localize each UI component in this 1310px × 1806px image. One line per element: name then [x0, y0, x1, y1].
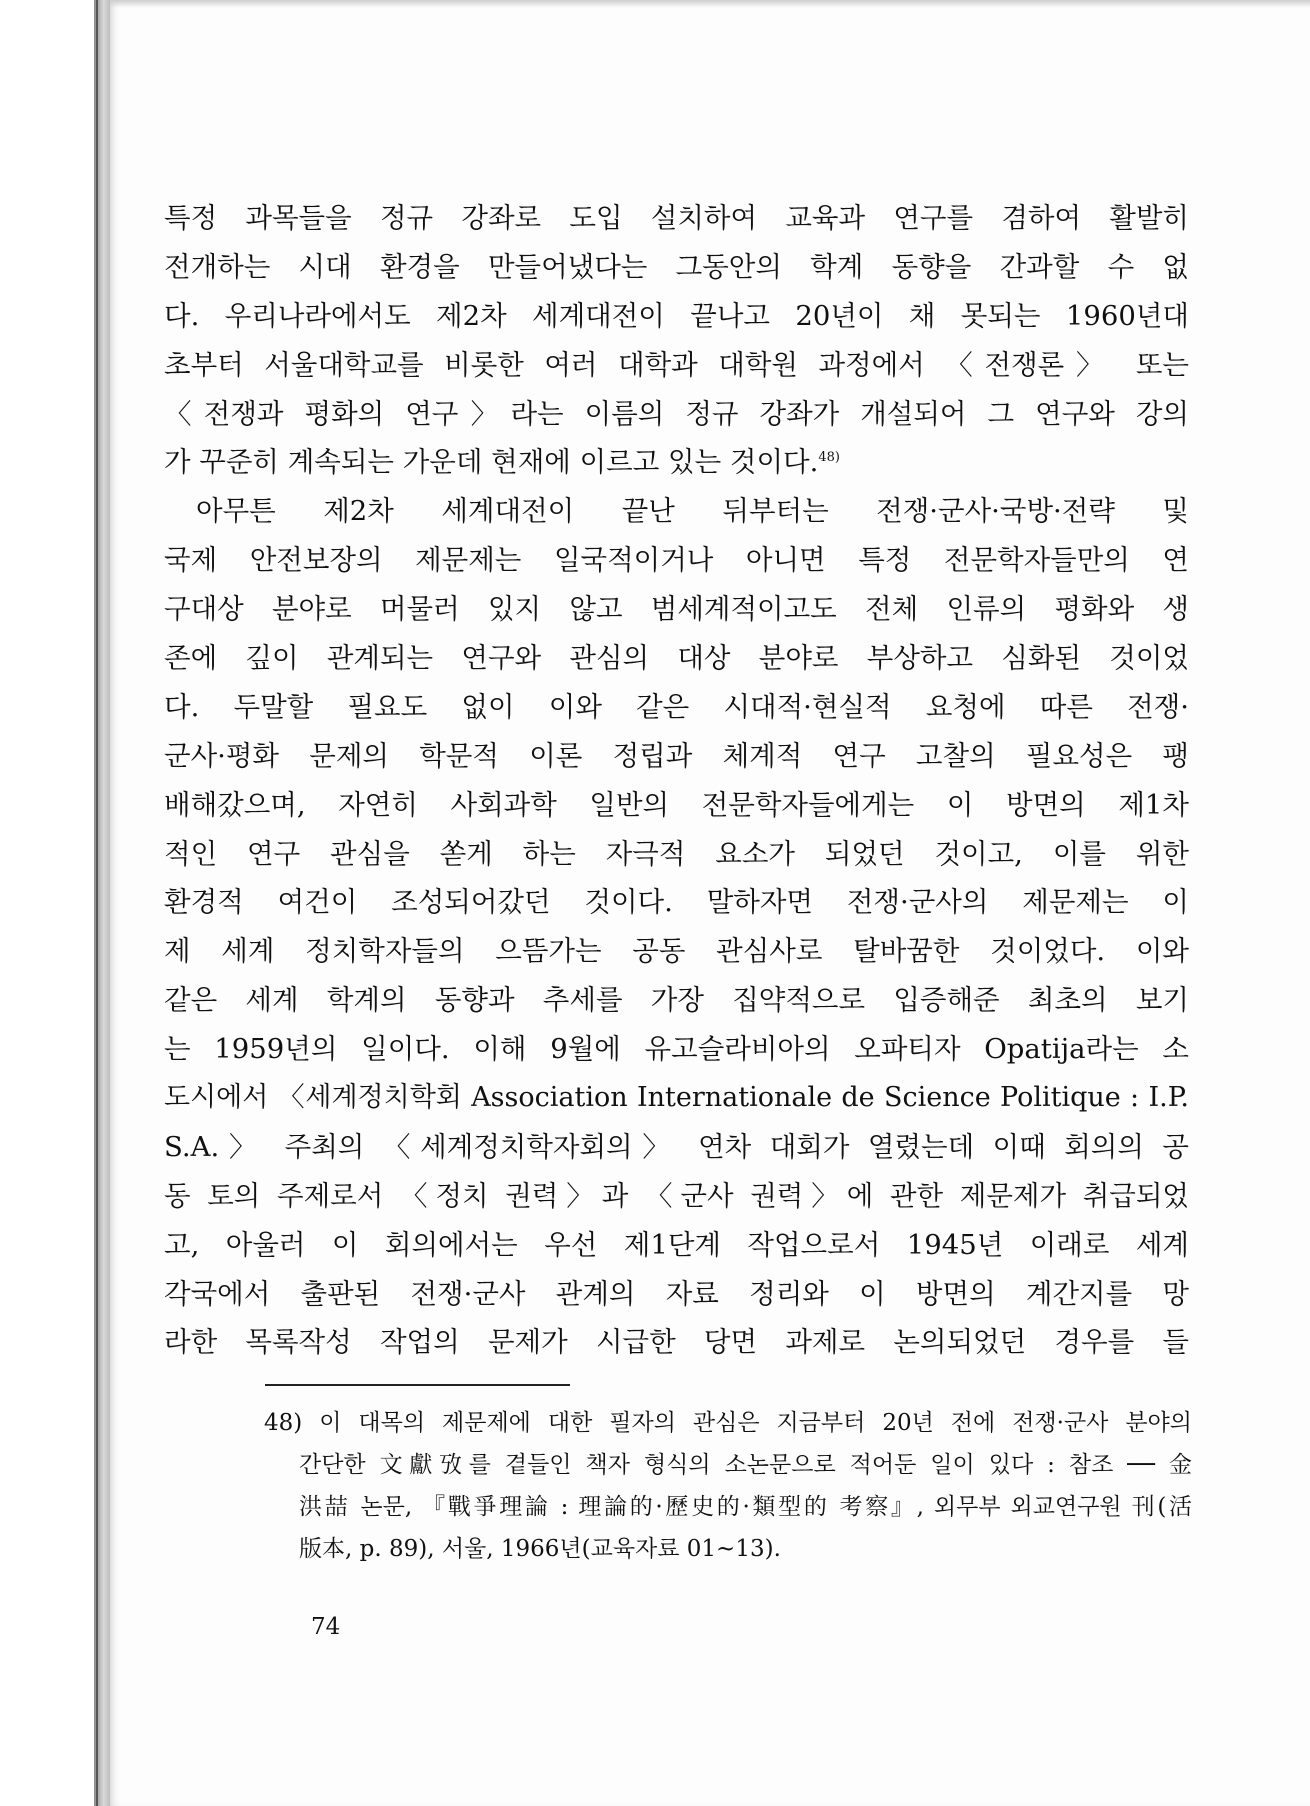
book-edge-line — [96, 0, 98, 1806]
body-line: 다. 두말할 필요도 없이 이와 같은 시대적·현실적 요청에 따른 전쟁· — [164, 690, 1189, 723]
body-line: 동 토의 주제로서 〈정치 권력〉과 〈군사 권력〉에 관한 제문제가 취급되었 — [164, 1179, 1189, 1212]
footnote-line: 洪喆 논문, 『戰爭理論 : 理論的·歷史的·類型的 考察』, 외무부 외교연구원 刊(活 — [299, 1494, 1192, 1520]
footnote-line: 48) 이 대목의 제문제에 대한 필자의 관심은 지금부터 20년 전에 전쟁·군사 분야의 — [264, 1410, 1192, 1436]
body-line: 적인 연구 관심을 쏟게 하는 자극적 요소가 되었던 것이고, 이를 위한 — [164, 837, 1189, 870]
body-text — [164, 194, 1189, 1367]
body-line: 고, 아울러 이 회의에서는 우선 제1단계 작업으로서 1945년 이래로 세계 — [164, 1228, 1189, 1261]
body-line: 특정 과목들을 정규 강좌로 도입 설치하여 교육과 연구를 겸하여 활발히 — [164, 202, 1189, 234]
body-line: 같은 세계 학계의 동향과 추세를 가장 집약적으로 입증해준 최초의 보기 — [164, 984, 1189, 1017]
body-line: 라한 목록작성 작업의 문제가 시급한 당면 과제로 논의되었던 경우를 들 — [164, 1326, 1189, 1359]
body-line: 군사·평화 문제의 학문적 이론 정립과 체계적 연구 고찰의 필요성은 팽 — [164, 739, 1189, 772]
body-line: 제 세계 정치학자들의 으뜸가는 공동 관심사로 탈바꿈한 것이었다. 이와 — [164, 935, 1189, 968]
footnote-separator-rule — [265, 1384, 570, 1386]
body-line: 는 1959년의 일이다. 이해 9월에 유고슬라비아의 오파티자 Opatija라는 소 — [164, 1033, 1189, 1066]
page-number: 74 — [311, 1614, 341, 1640]
footnote-reference: 48) — [818, 450, 840, 466]
body-line-text: 가 꾸준히 계속되는 가운데 현재에 이르고 있는 것이다. — [164, 446, 819, 479]
body-line: 존에 깊이 관계되는 연구와 관심의 대상 분야로 부상하고 심화된 것이었 — [164, 642, 1189, 675]
body-line: 환경적 여건이 조성되어갔던 것이다. 말하자면 전쟁·군사의 제문제는 이 — [164, 886, 1189, 919]
body-line: 국제 안전보장의 제문제는 일국적이거나 아니면 특정 전문학자들만의 연 — [164, 544, 1189, 577]
body-line: 각국에서 출판된 전쟁·군사 관계의 자료 정리와 이 방면의 계간지를 망 — [164, 1277, 1189, 1310]
body-line: 전개하는 시대 환경을 만들어냈다는 그동안의 학계 동향을 간과할 수 없 — [164, 250, 1189, 283]
footnote-48 — [264, 1402, 1192, 1570]
body-line: 도시에서 〈세계정치학회 Association Internationale de Science Politique : I.P. — [164, 1082, 1189, 1114]
body-line: 〈전쟁과 평화의 연구〉라는 이름의 정규 강좌가 개설되어 그 연구와 강의 — [164, 397, 1189, 430]
body-line: 배해갔으며, 자연히 사회과학 일반의 전문학자들에게는 이 방면의 제1차 — [164, 788, 1189, 821]
body-line: S.A.〉 주최의 〈세계정치학자회의〉 연차 대회가 열렸는데 이때 회의의 공 — [164, 1130, 1189, 1163]
page-top-shadow — [110, 0, 1310, 8]
paragraph-first-line: 아무튼 제2차 세계대전이 끝난 뒤부터는 전쟁·군사·국방·전략 및 — [196, 495, 1189, 528]
body-line: 구대상 분야로 머물러 있지 않고 범세계적이고도 전체 인류의 평화와 생 — [164, 593, 1189, 626]
footnote-line: 版本, p. 89), 서울, 1966년(교육자료 01~13). — [299, 1536, 781, 1562]
body-line-with-footnote-ref — [164, 438, 1189, 487]
body-line: 초부터 서울대학교를 비롯한 여러 대학과 대학원 과정에서 〈전쟁론〉 또는 — [164, 348, 1189, 381]
body-line: 다. 우리나라에서도 제2차 세계대전이 끝나고 20년이 채 못되는 1960년대 — [164, 299, 1189, 332]
footnote-line: 간단한 文獻攷를 곁들인 책자 형식의 소논문으로 적어둔 일이 있다 : 참조 ── 金 — [299, 1452, 1192, 1478]
